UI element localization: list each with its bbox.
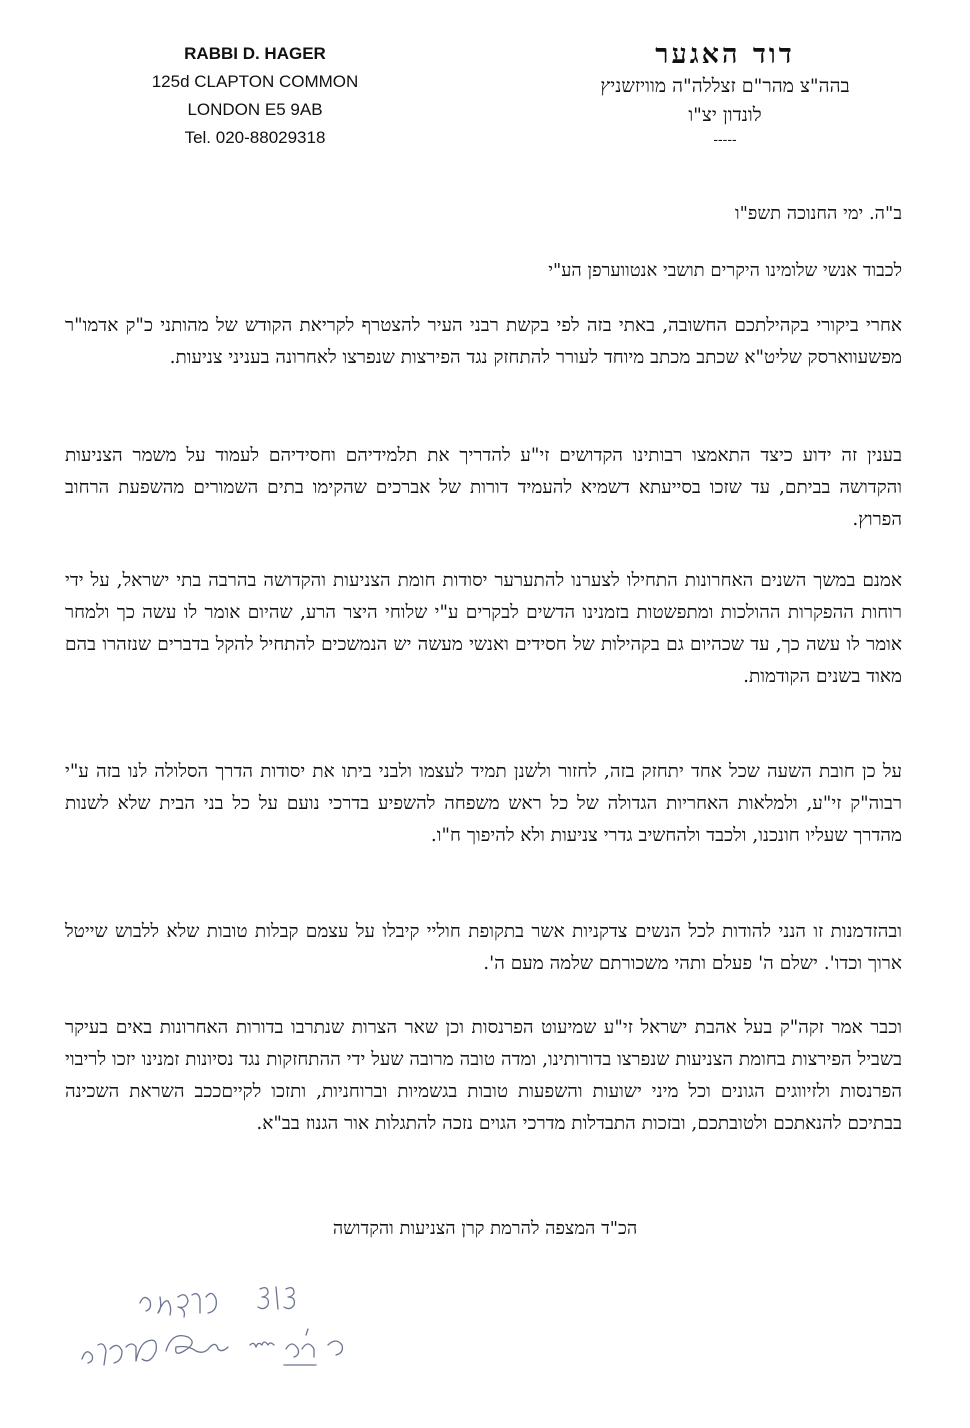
letter-closing: הכ"ד המצפה להרמת קרן הצניעות והקדושה — [332, 1218, 638, 1239]
paragraph-1: אחרי ביקורי בקהילתכם החשובה, באתי בזה לפי בקשת רבני העיר להצטרף לקריאת הקודש של מהותני כ"ק אדמו"ר מפשעווארסק שליט"א שכתב מכתב מיוחד לעורר להתחזק נגד הפירצות שנפרצו לאחרונה בעניני צניעות. — [65, 315, 902, 368]
sender-name-hebrew: דוד האגער — [655, 39, 795, 70]
letterhead-hebrew — [560, 38, 890, 148]
paragraph-5: ובהזדמנות זו הנני להודות לכל הנשים צדקניות אשר בתקופת חוליי קיבלו על עצמם קבלות טובות שלא ללבוש שייטל ארוך וכדו'. ישלם ה' פעלם ותהי משכורתם שלמה מעם ה'. — [65, 921, 902, 974]
paragraph-4: על כן חובת השעה שכל אחד יתחזק בזה, לחזור ולשנן תמיד לעצמו ולבני ביתו את יסודות הדרך הסלולה לנו בזה ע"י רבוה"ק זי"ע, ולמלאות האחריות הגדולה של כל ראש משפחה להשפיע בדרכי נועם על כל בני הבית שלא לשנות מהדרך שעליו חונכנו, ולכבד ולהחשיב גדרי צניעות ולא להיפוך ח"ו. — [65, 761, 902, 846]
sender-city: לונדון יצ"ו — [688, 104, 762, 126]
letter-date: ב"ה. ימי החנוכה תשפ"ו — [735, 203, 902, 224]
address-line-2: LONDON E5 9AB — [187, 100, 323, 119]
address-line-1: 125d CLAPTON COMMON — [151, 72, 359, 91]
letterhead-english — [130, 40, 380, 152]
paragraph-2: בענין זה ידוע כיצד התאמצו רבותינו הקדושים זי"ע להדריך את תלמידיהם וחסידיהם לעמוד על משמר הצניעות והקדושה בביתם, עד שזכו בסייעתא דשמיא להעמיד דורות של אברכים שהקימו בתים השמורים מהשפעת הרחוב הפרוץ. — [65, 445, 902, 530]
handwritten-signature — [70, 1275, 370, 1385]
paragraph-6: וכבר אמר זקה"ק בעל אהבת ישראל זי"ע שמיעוט הפרנסות וכן שאר הצרות שנתרבו בדורות האחרונות באים בעיקר בשביל הפירצות בחומת הצניעות שנפרצו בדורותינו, ומדה טובה מרובה שעל ידי ההתחזקות נגד נסיונות זמנינו יזכו לריבוי הפרנסות ולזיווגים הגונים וכל מיני ישועות והשפעות טובות בגשמיות וברוחניות, ותזכו לקייםככב השראת השכינה בבתיכם להנאתכם ולטובתכם, ובזכות התבדלות מדרכי הגוים נזכה להתגלות אור הגנוז בב"א. — [65, 1017, 902, 1134]
paragraph-3: אמנם במשך השנים האחרונות התחילו לצערנו להתערער יסודות חומת הצניעות והקדושה בהרבה בתי ישראל, על ידי רוחות ההפקרות ההולכות ומתפשטות בזמנינו הדשים לבקרים ע"י שלוחי היצר הרע, שהיום אומר לו עשה כך ולמחר אומר לו עשה כך, עד שכהיום גם בקהילות של חסידים ואנשי מעשה יש הנמשכים להתחיל להקל בדברים שנזהרו בהם מאוד בשנים הקודמות. — [65, 570, 902, 687]
header-divider: ----- — [713, 131, 737, 147]
phone-number: Tel. 020-88029318 — [184, 128, 326, 147]
sender-name-english: RABBI D. HAGER — [184, 44, 326, 63]
sender-lineage: בהה"צ מהר"ם זצללה"ה מוויזשניץ — [600, 75, 850, 97]
letter-addressee: לכבוד אנשי שלומינו היקרים תושבי אנטווערפן הע"י — [548, 260, 902, 281]
